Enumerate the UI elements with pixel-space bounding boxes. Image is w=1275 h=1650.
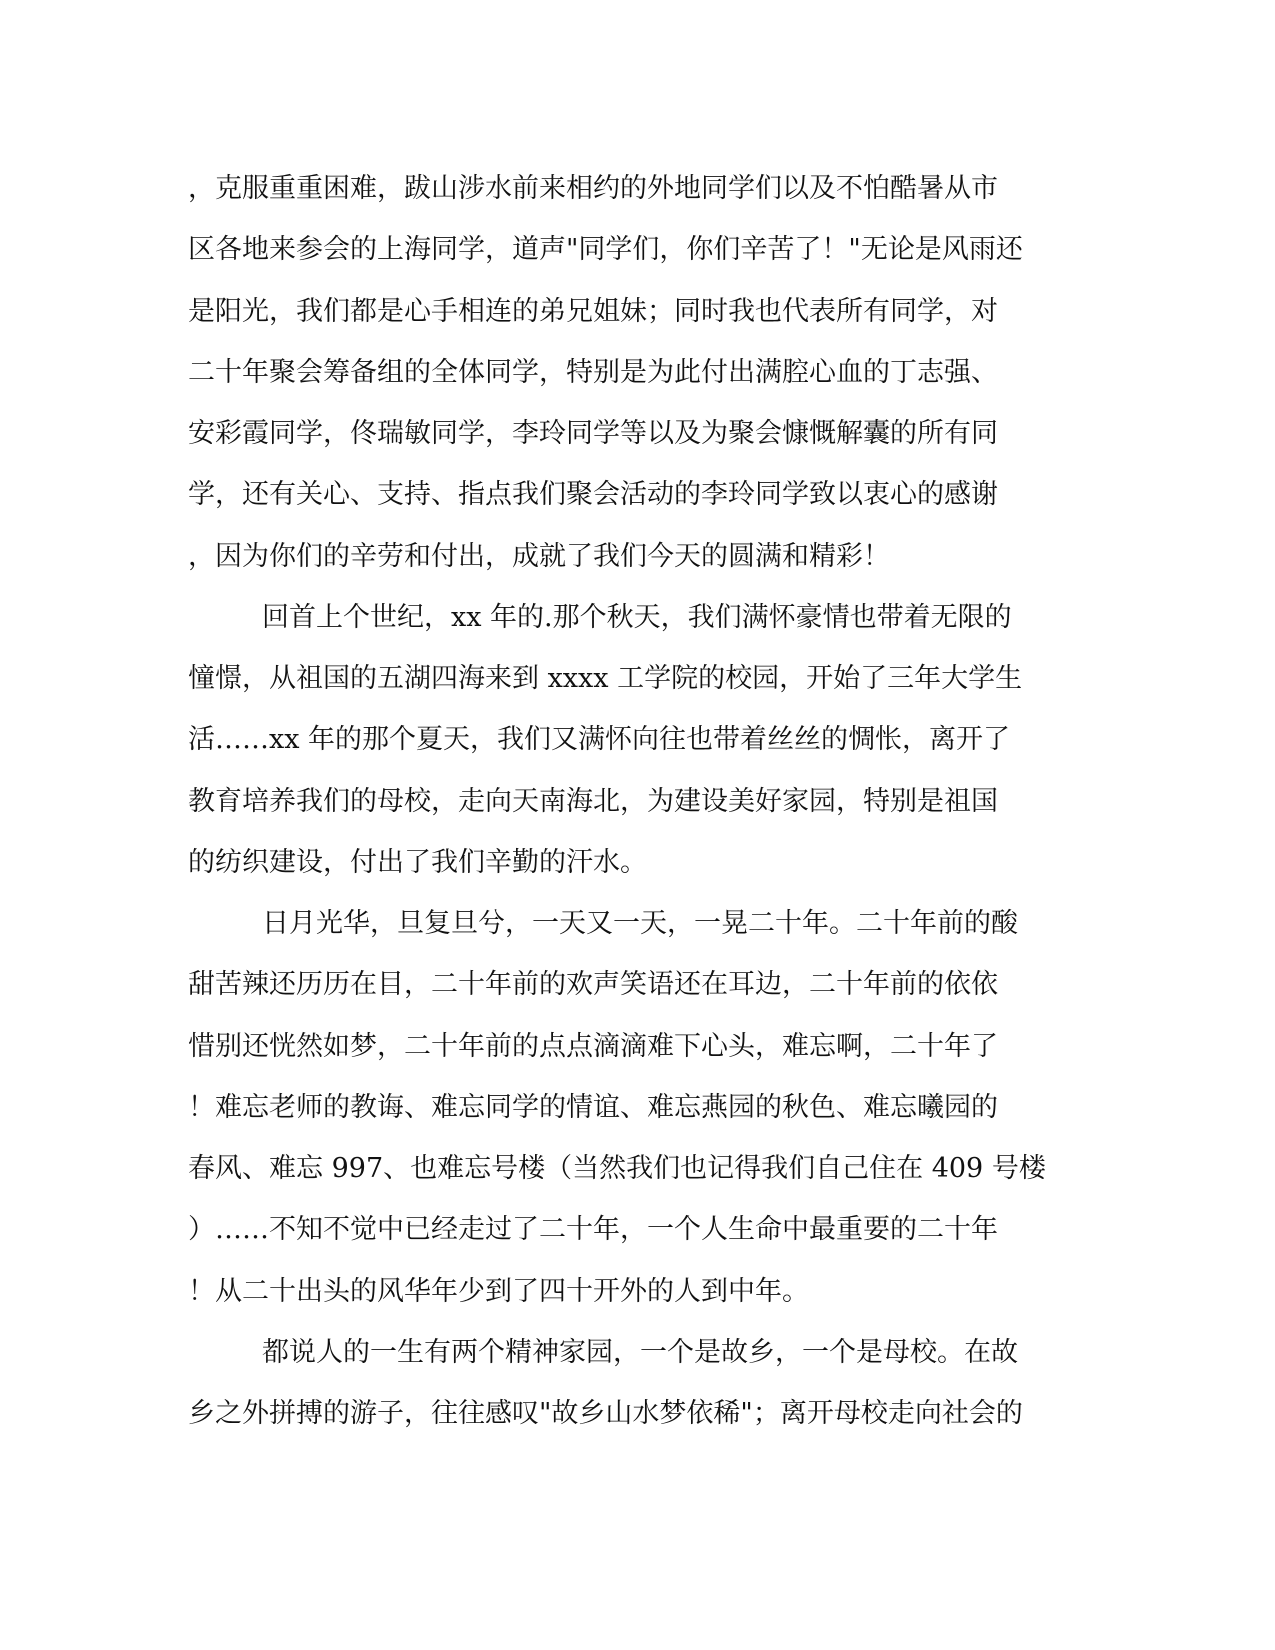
- text-line: 教育培养我们的母校，走向天南海北，为建设美好家园，特别是祖国: [188, 785, 998, 817]
- text-line: 惜别还恍然如梦，二十年前的点点滴滴难下心头，难忘啊，二十年了: [188, 1030, 998, 1062]
- text-line: 是阳光，我们都是心手相连的弟兄姐妹；同时我也代表所有同学，对: [188, 295, 998, 327]
- paragraph-first-line: 都说人的一生有两个精神家园，一个是故乡，一个是母校。在故: [262, 1336, 1018, 1368]
- text-line: 的纺织建设，付出了我们辛勤的汗水。: [188, 846, 647, 878]
- text-line: ，因为你们的辛劳和付出，成就了我们今天的圆满和精彩！: [188, 540, 890, 572]
- text-line: ！从二十出头的风华年少到了四十开外的人到中年。: [188, 1275, 809, 1307]
- text-line: 甜苦辣还历历在目，二十年前的欢声笑语还在耳边，二十年前的依依: [188, 969, 998, 1001]
- paragraph-first-line: 回首上个世纪，xx 年的.那个秋天，我们满怀豪情也带着无限的: [262, 601, 1012, 633]
- text-line: ！难忘老师的教诲、难忘同学的情谊、难忘燕园的秋色、难忘曦园的: [188, 1091, 998, 1123]
- text-line: 春风、难忘 997、也难忘号楼（当然我们也记得我们自己住在 409 号楼: [188, 1153, 1046, 1184]
- text-line: 憧憬，从祖国的五湖四海来到 xxxx 工学院的校园，开始了三年大学生: [188, 663, 1023, 694]
- text-line: 二十年聚会筹备组的全体同学，特别是为此付出满腔心血的丁志强、: [188, 356, 998, 388]
- text-line: ，克服重重困难，跋山涉水前来相约的外地同学们以及不怕酷暑从市: [188, 173, 998, 204]
- text-line: 区各地来参会的上海同学，道声"同学们，你们辛苦了！"无论是风雨还: [188, 234, 1023, 266]
- text-line: 安彩霞同学，佟瑞敏同学，李玲同学等以及为聚会慷慨解囊的所有同: [188, 418, 998, 449]
- text-line: 乡之外拼搏的游子，往往感叹"故乡山水梦依稀"；离开母校走向社会的: [188, 1398, 1023, 1429]
- text-line: ）……不知不觉中已经走过了二十年，一个人生命中最重要的二十年: [188, 1214, 998, 1246]
- text-line: 活……xx 年的那个夏天，我们又满怀向往也带着丝丝的惆怅，离开了: [188, 724, 1011, 756]
- paragraph-first-line: 日月光华，旦复旦兮，一天又一天，一晃二十年。二十年前的酸: [262, 908, 1018, 939]
- body-text: [188, 158, 1088, 1444]
- text-line: 学，还有关心、支持、指点我们聚会活动的李玲同学致以衷心的感谢: [188, 479, 998, 511]
